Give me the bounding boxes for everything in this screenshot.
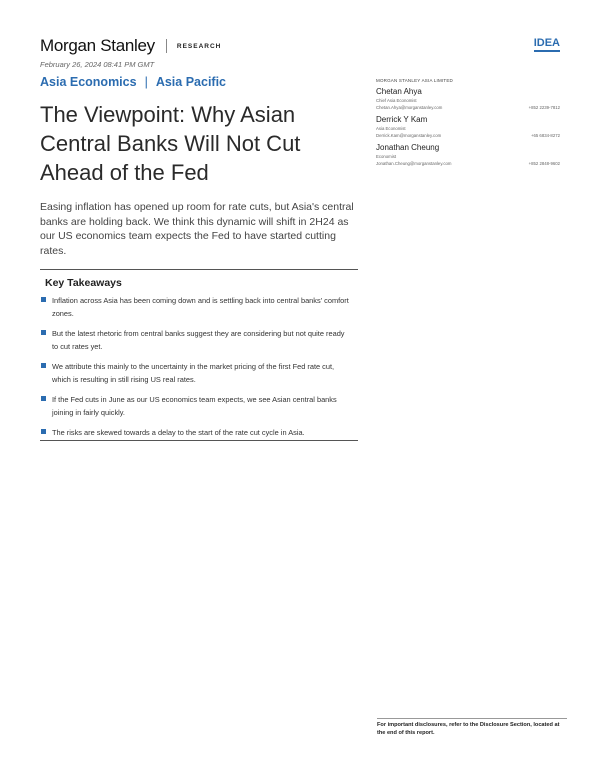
author-email-link[interactable]: Jonathan.Cheung@morganstanley.com (376, 161, 452, 166)
takeaway-item (40, 327, 352, 353)
morgan-stanley-logo: Morgan Stanley (40, 36, 155, 55)
summary-divider (40, 269, 358, 270)
square-bullet-icon (41, 330, 46, 335)
takeaway-text: We attribute this mainly to the uncertainty in the market pricing of the first Fed rate cut, which is resulting in still rising US real rates. (52, 362, 335, 384)
author-panel (376, 78, 560, 170)
section-label: RESEARCH (176, 42, 222, 50)
author-contact (376, 104, 560, 112)
firm-name: MORGAN STANLEY ASIA LIMITED (376, 78, 454, 83)
author-name: Jonathan Cheung (376, 143, 440, 152)
author-phone: +65 6834-8272 (530, 133, 560, 138)
brand-header (40, 36, 221, 56)
takeaway-text: But the latest rhetoric from central banks suggest they are considering but not quite ready to cut rates yet. (52, 329, 345, 351)
author-contact (376, 160, 560, 168)
disclosure-note: For important disclosures, refer to the Disclosure Section, located at the end of this report. (377, 718, 567, 737)
takeaway-item (40, 426, 352, 439)
author-entry (376, 142, 560, 168)
author-role: Economist (376, 154, 397, 159)
takeaways-divider (40, 440, 358, 441)
key-takeaways-heading: Key Takeaways (45, 277, 122, 289)
square-bullet-icon (41, 363, 46, 368)
author-email-link[interactable]: Chetan.Ahya@morganstanley.com (376, 105, 443, 110)
report-summary: Easing inflation has opened up room for rate cuts, but Asia's central banks are holding back. We think this dynamic will shift in 2H24 as our US economics team expects the Fed to have started cutting rates. (40, 201, 354, 257)
author-role: Chief Asia Economist (376, 98, 417, 103)
key-takeaways-list (40, 294, 352, 446)
tag-separator: | (144, 75, 148, 89)
tag-asia-pacific[interactable]: Asia Pacific (155, 75, 227, 89)
takeaway-item (40, 294, 352, 320)
takeaway-text: The risks are skewed towards a delay to the start of the rate cut cycle in Asia. (52, 428, 305, 437)
author-name: Chetan Ahya (376, 87, 422, 96)
report-title: The Viewpoint: Why Asian Central Banks Will Not Cut Ahead of the Fed (40, 102, 301, 185)
topic-tags (40, 75, 226, 89)
author-phone: +852 2848-9602 (528, 161, 560, 166)
square-bullet-icon (41, 429, 46, 434)
header-divider (166, 39, 167, 53)
author-entry (376, 114, 560, 140)
idea-badge: IDEA (534, 38, 560, 52)
square-bullet-icon (41, 396, 46, 401)
publish-date: February 26, 2024 08:41 PM GMT (40, 60, 155, 69)
square-bullet-icon (41, 297, 46, 302)
author-phone: +852 2239-7812 (528, 105, 560, 110)
author-contact (376, 132, 560, 140)
takeaway-text: If the Fed cuts in June as our US economics team expects, we see Asian central banks joining in fairly quickly. (52, 395, 337, 417)
author-entry (376, 86, 560, 112)
author-role: Asia Economist (376, 126, 406, 131)
takeaway-text: Inflation across Asia has been coming down and is settling back into central banks' comfort zones. (52, 296, 349, 318)
author-email-link[interactable]: Derrick.Kam@morganstanley.com (376, 133, 442, 138)
tag-asia-economics[interactable]: Asia Economics (40, 75, 137, 89)
takeaway-item (40, 393, 352, 419)
takeaway-item (40, 360, 352, 386)
author-name: Derrick Y Kam (376, 115, 428, 124)
